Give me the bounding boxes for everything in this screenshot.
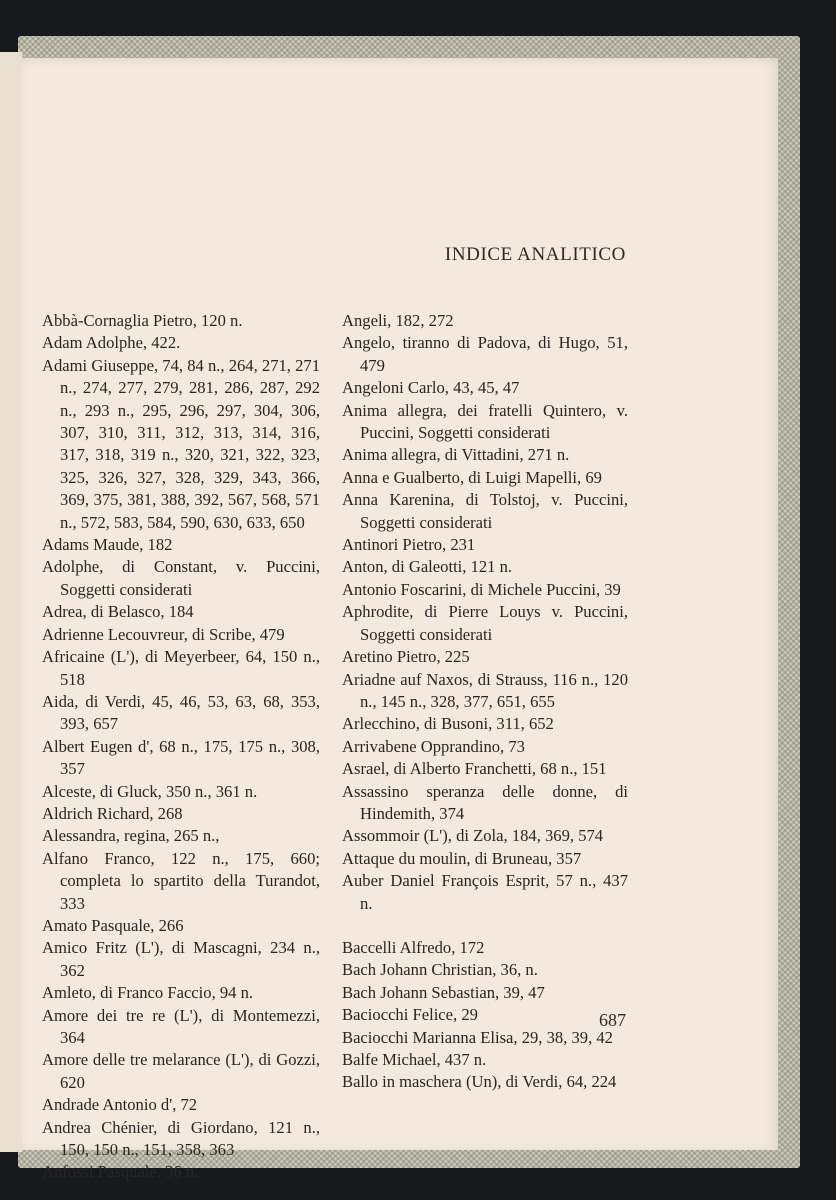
section-gap: [342, 915, 628, 937]
index-entry: Ballo in maschera (Un), di Verdi, 64, 224: [342, 1072, 617, 1092]
index-entry: Albert Eugen d', 68 n., 175, 175 n., 308, 357: [42, 736, 320, 779]
index-entry: Adolphe, di Constant, v. Puccini, Soggetti considerati: [42, 557, 320, 599]
index-column-left: [42, 310, 320, 1184]
previous-page-edge: [0, 52, 23, 1152]
index-entry: Amleto, di Franco Faccio, 94 n.: [42, 983, 254, 1003]
index-entry: Anima allegra, dei fratelli Quintero, v. Puccini, Soggetti considerati: [342, 400, 628, 443]
index-entry: Angelo, tiranno di Padova, di Hugo, 51, 479: [342, 333, 628, 375]
index-entry: Adrienne Lecouvreur, di Scribe, 479: [42, 624, 285, 644]
index-entry: Adams Maude, 182: [42, 535, 173, 555]
index-entry: Aphrodite, di Pierre Louys v. Puccini, Soggetti considerati: [342, 602, 628, 644]
index-entry: Amore delle tre melarance (L'), di Gozzi, 620: [42, 1050, 320, 1092]
index-entry: Alfano Franco, 122 n., 175, 660; completa lo spartito della Turandot, 333: [42, 848, 320, 913]
index-entry: Anfossi Pasquale, 36 n.: [42, 1162, 199, 1182]
index-entry: Antinori Pietro, 231: [342, 535, 476, 555]
index-entry: Aretino Pietro, 225: [342, 647, 470, 667]
index-entry: Anna e Gualberto, di Luigi Mapelli, 69: [342, 467, 602, 487]
index-entry: Angeloni Carlo, 43, 45, 47: [342, 378, 520, 398]
index-entry: Angeli, 182, 272: [342, 311, 454, 330]
index-entry: Bach Johann Christian, 36, n.: [342, 960, 538, 980]
index-entry: Antonio Foscarini, di Michele Puccini, 39: [342, 579, 621, 599]
index-entry: Aida, di Verdi, 45, 46, 53, 63, 68, 353, 393, 657: [42, 691, 320, 734]
book-page: [22, 58, 778, 1182]
index-entry: Anima allegra, di Vittadini, 271 n.: [342, 445, 570, 465]
index-entry: Assassino speranza delle donne, di Hindemith, 374: [342, 781, 628, 823]
index-entry: Adrea, di Belasco, 184: [42, 602, 194, 622]
index-entry: Baccelli Alfredo, 172: [342, 937, 485, 957]
index-entry: Africaine (L'), di Meyerbeer, 64, 150 n., 518: [42, 647, 320, 689]
index-entry: Abbà-Cornaglia Pietro, 120 n.: [42, 311, 243, 330]
index-entry: Amico Fritz (L'), di Mascagni, 234 n., 362: [42, 938, 320, 980]
index-entry: Anna Karenina, di Tolstoj, v. Puccini, Soggetti considerati: [342, 490, 628, 532]
index-entry: Asrael, di Alberto Franchetti, 68 n., 151: [342, 759, 607, 779]
index-entry: Ariadne auf Naxos, di Strauss, 116 n., 120 n., 145 n., 328, 377, 651, 655: [342, 669, 628, 711]
index-entry: Arrivabene Opprandino, 73: [342, 736, 525, 756]
index-entry: Balfe Michael, 437 n.: [342, 1050, 487, 1069]
index-entry: Adami Giuseppe, 74, 84 n., 264, 271, 271 n., 274, 277, 279, 281, 286, 287, 292 n., 293 n., 295, 296, 297, 304, 306, 307, 310, 311, 312, 313, 314, 316, 317, 318, 319 n., 320, 321, 322, 323, 325, 326, 327, 328, 329, 343, 366, 369, 375, 381, 388, 392, 567, 568, 571 n., 572, 583, 584, 590, 630, 633, 650: [42, 355, 320, 532]
page-number: 687: [599, 1010, 626, 1030]
index-entry: Alessandra, regina, 265 n.,: [42, 826, 220, 846]
index-entry: Baciocchi Marianna Elisa, 29, 38, 39, 42: [342, 1027, 613, 1047]
index-entry: Amato Pasquale, 266: [42, 915, 184, 935]
index-entry: Assommoir (L'), di Zola, 184, 369, 574: [342, 826, 604, 846]
index-group-b: [342, 937, 628, 1094]
index-entry: Adam Adolphe, 422.: [42, 333, 181, 353]
index-entry: Alceste, di Gluck, 350 n., 361 n.: [42, 781, 258, 801]
index-entry: Amore dei tre re (L'), di Montemezzi, 364: [42, 1005, 320, 1047]
index-entry: Arlecchino, di Busoni, 311, 652: [342, 714, 554, 734]
running-head: INDICE ANALITICO: [444, 244, 626, 265]
index-entry: Baciocchi Felice, 29: [342, 1005, 478, 1025]
index-entry: Attaque du moulin, di Bruneau, 357: [342, 848, 582, 868]
index-entry: Bach Johann Sebastian, 39, 47: [342, 982, 545, 1002]
index-column-right: [342, 310, 628, 1094]
index-group-a: [342, 310, 628, 915]
index-entry: Andrea Chénier, di Giordano, 121 n., 150, 150 n., 151, 358, 363: [42, 1117, 320, 1160]
index-entry: Andrade Antonio d', 72: [42, 1095, 198, 1115]
index-entry: Anton, di Galeotti, 121 n.: [342, 557, 513, 577]
index-entry: Aldrich Richard, 268: [42, 803, 183, 823]
index-entry: Auber Daniel François Esprit, 57 n., 437 n.: [342, 871, 628, 913]
